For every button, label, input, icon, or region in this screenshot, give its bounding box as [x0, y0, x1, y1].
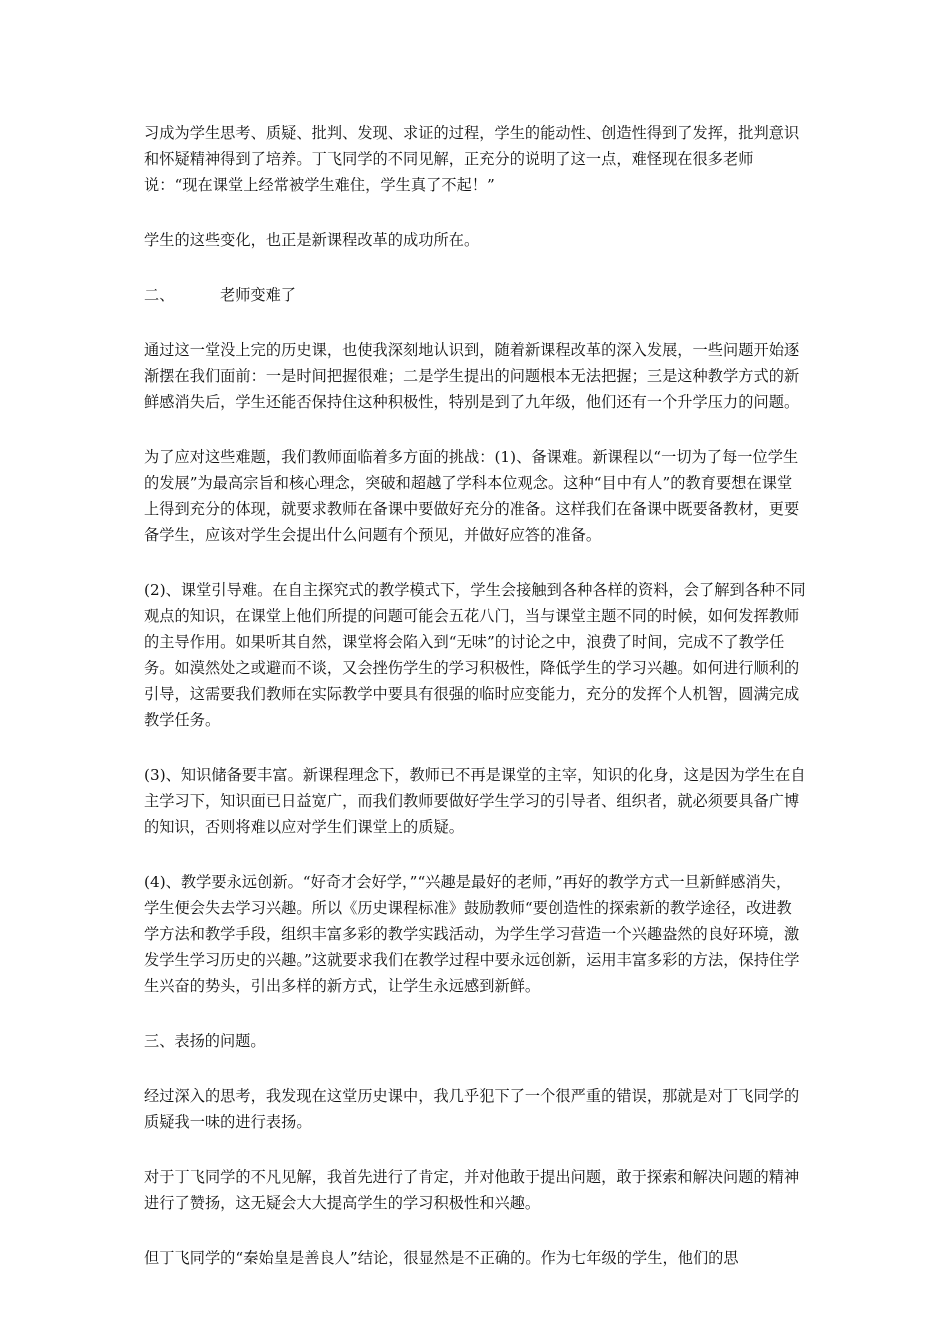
section-heading-2 — [144, 282, 806, 308]
paragraph-8: 经过深入的思考，我发现在这堂历史课中，我几乎犯下了一个很严重的错误，那就是对丁飞同学的质疑我一味的进行表扬。 — [144, 1087, 800, 1131]
section-heading-2-number: 二、 — [144, 286, 175, 304]
document-body — [144, 120, 806, 1300]
paragraph-1: 习成为学生思考、质疑、批判、发现、求证的过程，学生的能动性、创造性得到了发挥，批判意识和怀疑精神得到了培养。丁飞同学的不同见解，正充分的说明了这一点，难怪现在很多老师说：“现在课堂上经常被学生难住，学生真了不起！” — [144, 124, 800, 194]
paragraph-7: (4)、教学要永远创新。“好奇才会好学，”“兴趣是最好的老师，”再好的教学方式一旦新鲜感消失，学生便会失去学习兴趣。所以《历史课程标准》鼓励教师“要创造性的探索新的教学途径，改进教学方法和教学手段，组织丰富多彩的教学实践活动，为学生学习营造一个兴趣盎然的良好环境，激发学生学习历史的兴趣。”这就要求我们在教学过程中要永远创新，运用丰富多彩的方法，保持住学生兴奋的势头，引出多样的新方式，让学生永远感到新鲜。 — [144, 873, 800, 995]
paragraph-10: 但丁飞同学的“秦始皇是善良人”结论，很显然是不正确的。作为七年级的学生，他们的思 — [144, 1249, 739, 1267]
section-heading-2-title: 老师变难了 — [220, 286, 296, 304]
paragraph-3: 通过这一堂没上完的历史课，也使我深刻地认识到，随着新课程改革的深入发展，一些问题开始逐渐摆在我们面前：一是时间把握很难；二是学生提出的问题根本无法把握；三是这种教学方式的新鲜感消失后，学生还能否保持住这种积极性，特别是到了九年级，他们还有一个升学压力的问题。 — [144, 341, 800, 411]
paragraph-6: (3)、知识储备要丰富。新课程理念下，教师已不再是课堂的主宰，知识的化身，这是因为学生在自主学习下，知识面已日益宽广，而我们教师要做好学生学习的引导者、组织者，就必须要具备广博的知识，否则将难以应对学生们课堂上的质疑。 — [144, 766, 806, 836]
paragraph-9: 对于丁飞同学的不凡见解，我首先进行了肯定，并对他敢于提出问题，敢于探索和解决问题的精神进行了赞扬，这无疑会大大提高学生的学习积极性和兴趣。 — [144, 1168, 800, 1212]
paragraph-4: 为了应对这些难题，我们教师面临着多方面的挑战：(1)、备课难。新课程以“一切为了每一位学生的发展”为最高宗旨和核心理念，突破和超越了学科本位观念。这种“目中有人”的教育要想在课堂上得到充分的体现，就要求教师在备课中要做好充分的准备。这样我们在备课中既要备教材，更要备学生，应该对学生会提出什么问题有个预见，并做好应答的准备。 — [144, 448, 800, 544]
paragraph-2: 学生的这些变化，也正是新课程改革的成功所在。 — [144, 231, 480, 249]
section-heading-3: 三、表扬的问题。 — [144, 1032, 266, 1050]
paragraph-5: (2)、课堂引导难。在自主探究式的教学模式下，学生会接触到各种各样的资料，会了解到各种不同观点的知识，在课堂上他们所提的问题可能会五花八门，当与课堂主题不同的时候，如何发挥教师的主导作用。如果听其自然，课堂将会陷入到“无味”的讨论之中，浪费了时间，完成不了教学任务。如漠然处之或避而不谈，又会挫伤学生的学习积极性，降低学生的学习兴趣。如何进行顺利的引导，这需要我们教师在实际教学中要具有很强的临时应变能力，充分的发挥个人机智，圆满完成教学任务。 — [144, 581, 806, 729]
